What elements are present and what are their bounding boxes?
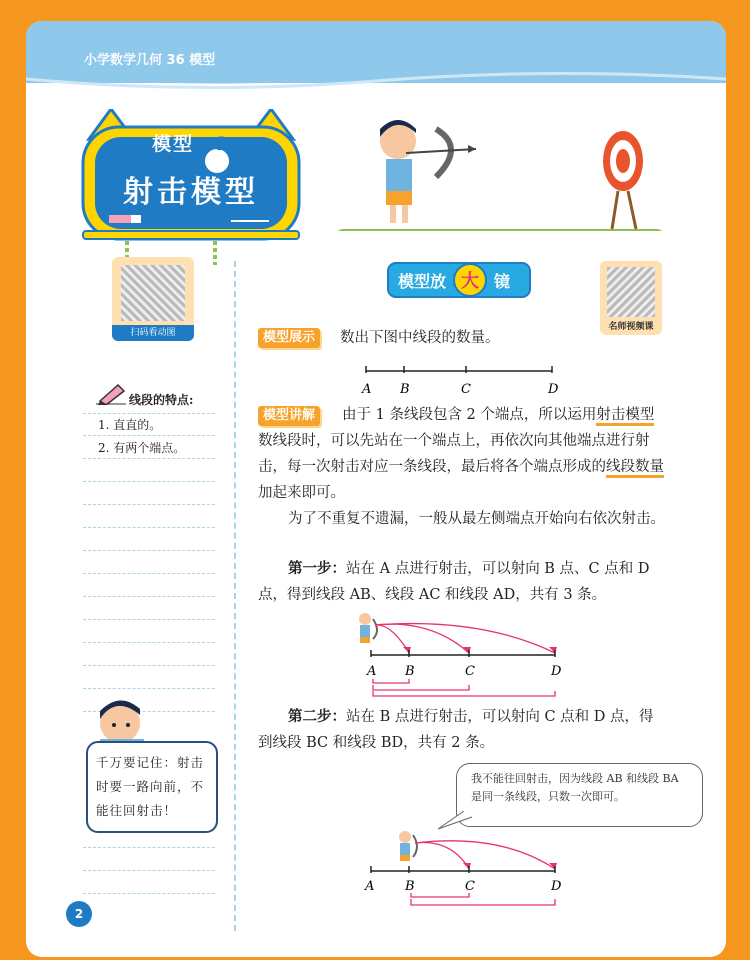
step2-point-b: B	[405, 879, 415, 894]
ruled-line	[83, 550, 215, 551]
qr-code-right[interactable]	[600, 261, 662, 335]
ruled-line	[83, 481, 215, 482]
ruled-line	[83, 642, 215, 643]
qr-right-label: 名师视频课	[608, 322, 654, 332]
zoom-text-big: 大	[461, 271, 479, 292]
point-label-b: B	[400, 382, 410, 397]
ruled-line	[83, 688, 215, 689]
board-title: 射击模型	[123, 175, 259, 210]
ruled-line	[83, 573, 215, 574]
ruled-line	[83, 527, 215, 528]
feature-item-2: 2. 有两个端点。	[98, 441, 186, 455]
ruled-line	[83, 413, 215, 414]
ruled-line	[83, 458, 215, 459]
board-model-number: 1	[214, 133, 230, 155]
explain-highlight-model: 射击模型	[596, 407, 654, 426]
explain-p1-b: 数线段时，可以先站在一个端点上，再依次向其他端点进行射击，每一次射击对应一条线段，最后将各个端点形成的	[258, 433, 650, 475]
pencil-icon	[96, 381, 128, 405]
ruled-line	[83, 870, 215, 871]
header-wave	[26, 65, 726, 95]
segment-diagram-step-2	[351, 807, 571, 899]
explain-highlight-count: 线段数量	[606, 459, 664, 478]
segment-diagram-1	[356, 361, 566, 401]
step2-point-d: D	[551, 879, 562, 894]
qr-code-left[interactable]	[112, 257, 194, 341]
qr-pattern	[121, 265, 185, 321]
ruled-line	[83, 847, 215, 848]
zoom-text-a: 模型放	[398, 272, 447, 291]
archer-scene-illustration	[336, 111, 666, 231]
tip-box	[86, 741, 218, 833]
bracket-bd	[409, 899, 559, 913]
explain-p1-c: 加起来即可。	[258, 485, 345, 501]
page	[26, 21, 726, 957]
page-number: 2	[66, 901, 92, 927]
board-model-label	[81, 129, 301, 156]
step-1-text: 站在 A 点进行射击，可以射向 B 点、C 点和 D 点，得到线段 AB、线段 AC 和线段 AD，共有 3 条。	[258, 561, 650, 603]
ruled-line	[83, 619, 215, 620]
step1-point-b: B	[405, 664, 415, 679]
header-title: 小学数学几何 36 模型	[84, 53, 216, 68]
explain-p1-a: 由于 1 条线段包含 2 个端点，所以运用	[342, 407, 597, 423]
step-2-text: 站在 B 点进行射击，可以射向 C 点和 D 点，得到线段 BC 和线段 BD，共有 2 条。	[258, 709, 654, 751]
ruled-line	[83, 504, 215, 505]
speech-text: 我不能往回射击，因为线段 AB 和线段 BA 是同一条线段，只数一次即可。	[471, 772, 679, 803]
step2-point-a: A	[365, 879, 375, 894]
tag-model-display: 模型展示	[258, 328, 320, 348]
ruled-line	[83, 435, 215, 436]
step1-point-a: A	[367, 664, 377, 679]
explain-paragraph-2: 为了不重复不遗漏，一般从最左侧端点开始向右依次射击。	[288, 511, 665, 527]
column-divider	[234, 261, 236, 931]
ruled-line	[83, 596, 215, 597]
tip-text: 千万要记住：射击时要一路向前，不能往回射击！	[96, 755, 205, 818]
point-label-a: A	[362, 382, 372, 397]
point-label-c: C	[461, 382, 471, 397]
qr-left-label: 扫码看动图	[112, 325, 194, 341]
board-model-text: 模型	[152, 133, 195, 155]
tag-model-explain: 模型讲解	[258, 406, 320, 426]
features-title: 线段的特点:	[129, 393, 194, 407]
step-2-label: 第二步：	[288, 708, 346, 725]
step1-point-d: D	[551, 664, 562, 679]
step1-point-c: C	[465, 664, 475, 679]
qr-pattern-right	[607, 267, 655, 317]
point-label-d: D	[548, 382, 559, 397]
step2-point-c: C	[465, 879, 475, 894]
ruled-line	[83, 665, 215, 666]
segment-diagram-step-1	[351, 609, 571, 697]
step-1-label: 第一步：	[288, 560, 346, 577]
step-1-paragraph	[258, 556, 668, 608]
step-2-paragraph	[258, 704, 668, 756]
display-text: 数出下图中线段的数量。	[340, 330, 500, 346]
feature-item-1: 1. 直直的。	[98, 418, 162, 432]
zoom-text-b: 镜	[494, 272, 511, 291]
ruled-line	[83, 893, 215, 894]
explain-paragraph-1	[258, 402, 668, 506]
